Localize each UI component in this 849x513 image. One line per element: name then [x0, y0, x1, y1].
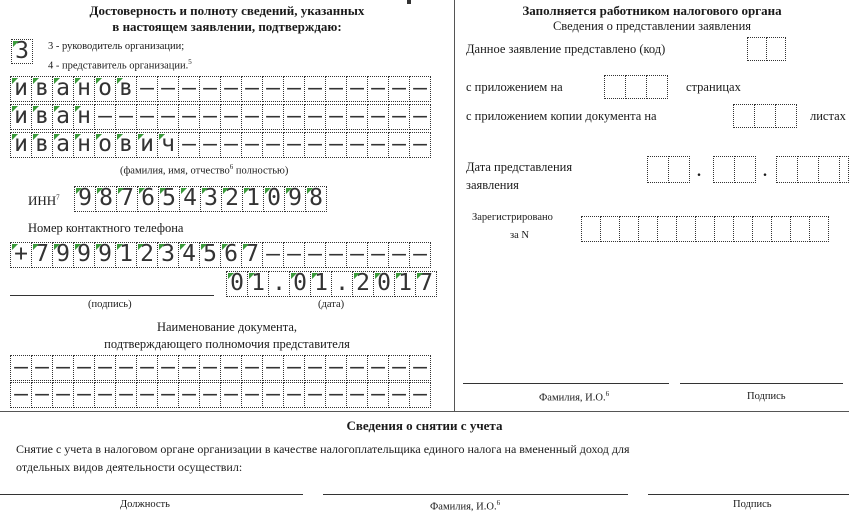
- right-fio-caption: Фамилия, И.О.$^6$: [539, 390, 610, 404]
- copies-label: с приложением копии документа на: [466, 109, 657, 123]
- doc1-cell[interactable]: –: [52, 355, 74, 381]
- phone-cell[interactable]: –: [262, 242, 284, 268]
- year-cell-4[interactable]: [839, 156, 849, 183]
- inn-cell[interactable]: 2: [221, 186, 243, 212]
- surname-cell[interactable]: –: [178, 76, 200, 102]
- date-cell[interactable]: 0: [289, 271, 311, 297]
- submitted-code-label: Данное заявление представлено (код): [466, 42, 666, 56]
- surname-cell[interactable]: в: [31, 76, 53, 102]
- doc2-cell[interactable]: –: [199, 382, 221, 408]
- surname-cell[interactable]: –: [388, 76, 410, 102]
- option-4-text: 4 - представитель организации.$^5$: [48, 58, 192, 72]
- inn-cell[interactable]: 7: [116, 186, 138, 212]
- pages-cell-1[interactable]: [604, 75, 626, 99]
- inn-cell[interactable]: 4: [179, 186, 201, 212]
- phone-cell[interactable]: 7: [241, 242, 263, 268]
- doc2-cell[interactable]: –: [10, 382, 32, 408]
- inn-field[interactable]: [74, 186, 326, 212]
- doc1-cell[interactable]: –: [10, 355, 32, 381]
- pages-cell-2[interactable]: [625, 75, 647, 99]
- date-label-line2: заявления: [466, 178, 519, 192]
- bottom-text-line1: Снятие с учета в налоговом органе организации в качестве налогоплательщика единого налога на вмененный доход для: [16, 442, 630, 456]
- name-cell[interactable]: –: [220, 104, 242, 130]
- bottom-sign-caption: Подпись: [733, 499, 772, 510]
- date-dot-2: .: [763, 163, 767, 180]
- phone-cell[interactable]: 9: [52, 242, 74, 268]
- date-cell[interactable]: 2: [352, 271, 374, 297]
- registration-number-cell[interactable]: [752, 216, 772, 242]
- doc1-cell[interactable]: –: [325, 355, 347, 381]
- doc1-cell[interactable]: –: [199, 355, 221, 381]
- date-cell[interactable]: 0: [373, 271, 395, 297]
- signer-code-box[interactable]: [11, 39, 32, 64]
- doc1-cell[interactable]: –: [115, 355, 137, 381]
- right-sign-caption: Подпись: [747, 391, 786, 402]
- registration-number-cell[interactable]: [695, 216, 715, 242]
- patronymic-cell[interactable]: –: [325, 132, 347, 158]
- position-line: [0, 494, 303, 495]
- doc1-cell[interactable]: –: [283, 355, 305, 381]
- doc-title-line1: Наименование документа,: [156, 320, 298, 334]
- inn-cell[interactable]: 0: [263, 186, 285, 212]
- doc2-cell[interactable]: –: [325, 382, 347, 408]
- right-sign-line: [680, 383, 843, 384]
- phone-cell[interactable]: 2: [136, 242, 158, 268]
- doc2-cell[interactable]: –: [178, 382, 200, 408]
- day-cell-1[interactable]: [647, 156, 669, 183]
- surname-cell[interactable]: –: [136, 76, 158, 102]
- phone-cell[interactable]: –: [367, 242, 389, 268]
- patronymic-cell[interactable]: –: [241, 132, 263, 158]
- registration-number-cell[interactable]: [714, 216, 734, 242]
- doc1-cell[interactable]: –: [241, 355, 263, 381]
- phone-cell[interactable]: +: [10, 242, 32, 268]
- sheets-cell-1[interactable]: [733, 104, 755, 128]
- doc1-cell[interactable]: –: [367, 355, 389, 381]
- doc1-cell[interactable]: –: [31, 355, 53, 381]
- doc1-cell[interactable]: –: [157, 355, 179, 381]
- doc1-cell[interactable]: –: [94, 355, 116, 381]
- year-cell-3[interactable]: [818, 156, 840, 183]
- phone-cell[interactable]: –: [346, 242, 368, 268]
- surname-cell[interactable]: –: [367, 76, 389, 102]
- surname-cell[interactable]: –: [220, 76, 242, 102]
- doc2-cell[interactable]: –: [73, 382, 95, 408]
- year-cell-2[interactable]: [797, 156, 819, 183]
- name-cell[interactable]: –: [178, 104, 200, 130]
- surname-cell[interactable]: –: [325, 76, 347, 102]
- position-caption: Должность: [120, 499, 170, 510]
- doc2-cell[interactable]: –: [157, 382, 179, 408]
- surname-cell[interactable]: а: [52, 76, 74, 102]
- name-field[interactable]: [10, 104, 430, 130]
- doc1-cell[interactable]: –: [346, 355, 368, 381]
- doc1-cell[interactable]: –: [262, 355, 284, 381]
- registered-label-line2: за N: [510, 230, 530, 241]
- option-3-text: 3 - руководитель организации;: [48, 41, 185, 52]
- name-cell[interactable]: –: [157, 104, 179, 130]
- patronymic-cell[interactable]: а: [52, 132, 74, 158]
- surname-cell[interactable]: –: [241, 76, 263, 102]
- month-cell-2[interactable]: [734, 156, 756, 183]
- sheets-cell-3[interactable]: [775, 104, 797, 128]
- date-caption: (дата): [318, 299, 345, 310]
- phone-cell[interactable]: 5: [199, 242, 221, 268]
- doc1-cell[interactable]: –: [73, 355, 95, 381]
- surname-cell[interactable]: –: [157, 76, 179, 102]
- patronymic-cell[interactable]: –: [388, 132, 410, 158]
- inn-cell[interactable]: 3: [200, 186, 222, 212]
- name-cell[interactable]: –: [409, 104, 431, 130]
- patronymic-cell[interactable]: н: [73, 132, 95, 158]
- patronymic-cell[interactable]: в: [31, 132, 53, 158]
- surname-cell[interactable]: –: [262, 76, 284, 102]
- name-cell[interactable]: –: [367, 104, 389, 130]
- sheets-label: листах: [810, 109, 846, 123]
- registration-number-cell[interactable]: [809, 216, 829, 242]
- date-cell[interactable]: .: [268, 271, 290, 297]
- surname-cell[interactable]: н: [73, 76, 95, 102]
- phone-cell[interactable]: 4: [178, 242, 200, 268]
- doc2-cell[interactable]: –: [115, 382, 137, 408]
- surname-field[interactable]: [10, 76, 430, 102]
- patronymic-cell[interactable]: и: [10, 132, 32, 158]
- registered-label-line1: Зарегистрировано: [472, 212, 553, 223]
- inn-cell[interactable]: 5: [158, 186, 180, 212]
- date-dot-1: .: [697, 163, 701, 180]
- patronymic-cell[interactable]: –: [346, 132, 368, 158]
- doc2-cell[interactable]: –: [31, 382, 53, 408]
- phone-cell[interactable]: 1: [115, 242, 137, 268]
- doc2-cell[interactable]: –: [388, 382, 410, 408]
- date-cell[interactable]: 0: [226, 271, 248, 297]
- patronymic-cell[interactable]: –: [304, 132, 326, 158]
- right-subtitle: Сведения о представлении заявления: [552, 19, 752, 33]
- inn-cell[interactable]: 9: [284, 186, 306, 212]
- registration-number-cell[interactable]: [619, 216, 639, 242]
- inn-cell[interactable]: 8: [305, 186, 327, 212]
- left-title-line2: в настоящем заявлении, подтверждаю:: [112, 19, 342, 34]
- registration-number-cell[interactable]: [600, 216, 620, 242]
- month-cell-1[interactable]: [713, 156, 735, 183]
- doc2-cell[interactable]: –: [136, 382, 158, 408]
- name-cell[interactable]: –: [325, 104, 347, 130]
- name-cell[interactable]: –: [304, 104, 326, 130]
- bottom-sign-line: [648, 494, 849, 495]
- pages-label: страницах: [686, 80, 741, 94]
- surname-cell[interactable]: –: [199, 76, 221, 102]
- doc2-cell[interactable]: –: [262, 382, 284, 408]
- center-divider: [454, 0, 455, 412]
- phone-cell[interactable]: –: [304, 242, 326, 268]
- doc-title-line2: подтверждающего полномочия представителя: [104, 337, 350, 351]
- phone-cell[interactable]: –: [388, 242, 410, 268]
- inn-cell[interactable]: 1: [242, 186, 264, 212]
- left-title-line1: Достоверность и полноту сведений, указанных: [89, 3, 365, 18]
- pages-cell-3[interactable]: [646, 75, 668, 99]
- name-cell[interactable]: –: [262, 104, 284, 130]
- phone-cell[interactable]: 6: [220, 242, 242, 268]
- document-name-row-2[interactable]: [10, 382, 430, 408]
- surname-cell[interactable]: –: [346, 76, 368, 102]
- name-cell[interactable]: –: [346, 104, 368, 130]
- name-cell[interactable]: –: [241, 104, 263, 130]
- bottom-fio-line: [323, 494, 628, 495]
- name-cell[interactable]: н: [73, 104, 95, 130]
- patronymic-cell[interactable]: –: [199, 132, 221, 158]
- patronymic-cell[interactable]: о: [94, 132, 116, 158]
- name-cell[interactable]: –: [283, 104, 305, 130]
- attachment-label: с приложением на: [466, 80, 563, 94]
- name-cell[interactable]: –: [94, 104, 116, 130]
- patronymic-cell[interactable]: –: [220, 132, 242, 158]
- doc1-cell[interactable]: –: [220, 355, 242, 381]
- right-title: Заполняется работником налогового органа: [522, 3, 782, 18]
- surname-cell[interactable]: о: [94, 76, 116, 102]
- phone-cell[interactable]: –: [325, 242, 347, 268]
- bottom-title: Сведения о снятии с учета: [346, 418, 503, 433]
- doc2-cell[interactable]: –: [304, 382, 326, 408]
- name-cell[interactable]: в: [31, 104, 53, 130]
- surname-cell[interactable]: –: [283, 76, 305, 102]
- registration-number-cell[interactable]: [657, 216, 677, 242]
- patronymic-cell[interactable]: и: [136, 132, 158, 158]
- patronymic-cell[interactable]: –: [178, 132, 200, 158]
- date-cell[interactable]: 7: [415, 271, 437, 297]
- sheets-cell-2[interactable]: [754, 104, 776, 128]
- patronymic-cell[interactable]: ч: [157, 132, 179, 158]
- doc2-cell[interactable]: –: [220, 382, 242, 408]
- surname-cell[interactable]: в: [115, 76, 137, 102]
- year-cell-1[interactable]: [776, 156, 798, 183]
- doc2-cell[interactable]: –: [94, 382, 116, 408]
- submitted-code-cell-1[interactable]: [747, 37, 767, 61]
- signature-caption: (подпись): [88, 299, 132, 310]
- bottom-text-line2: отдельных видов деятельности осуществил:: [16, 460, 243, 474]
- name-cell[interactable]: –: [388, 104, 410, 130]
- patronymic-field[interactable]: [10, 132, 430, 158]
- date-cell[interactable]: 1: [310, 271, 332, 297]
- doc1-cell[interactable]: –: [304, 355, 326, 381]
- doc2-cell[interactable]: –: [52, 382, 74, 408]
- doc2-cell[interactable]: –: [346, 382, 368, 408]
- doc1-cell[interactable]: –: [409, 355, 431, 381]
- document-name-row-1[interactable]: [10, 355, 430, 381]
- name-cell[interactable]: –: [136, 104, 158, 130]
- patronymic-cell[interactable]: в: [115, 132, 137, 158]
- phone-cell[interactable]: –: [283, 242, 305, 268]
- date-cell[interactable]: 1: [394, 271, 416, 297]
- phone-cell[interactable]: 3: [157, 242, 179, 268]
- registration-number-cell[interactable]: [638, 216, 658, 242]
- inn-label: ИНН$^7$: [28, 193, 60, 208]
- patronymic-cell[interactable]: –: [262, 132, 284, 158]
- doc2-cell[interactable]: –: [241, 382, 263, 408]
- inn-cell[interactable]: 6: [137, 186, 159, 212]
- registration-number-cell[interactable]: [790, 216, 810, 242]
- name-cell[interactable]: а: [52, 104, 74, 130]
- patronymic-cell[interactable]: –: [409, 132, 431, 158]
- registration-number-field[interactable]: [581, 216, 828, 242]
- phone-field[interactable]: [10, 242, 430, 268]
- doc2-cell[interactable]: –: [367, 382, 389, 408]
- phone-cell[interactable]: 9: [94, 242, 116, 268]
- date-label-line1: Дата представления: [466, 160, 573, 174]
- doc1-cell[interactable]: –: [178, 355, 200, 381]
- submitted-code-cell-2[interactable]: [766, 37, 786, 61]
- phone-label: Номер контактного телефона: [28, 221, 184, 235]
- right-fio-line: [463, 383, 669, 384]
- signer-code-cell[interactable]: 3: [11, 39, 33, 64]
- date-cell[interactable]: 1: [247, 271, 269, 297]
- date-cell[interactable]: .: [331, 271, 353, 297]
- patronymic-cell[interactable]: –: [283, 132, 305, 158]
- name-cell[interactable]: –: [115, 104, 137, 130]
- surname-cell[interactable]: и: [10, 76, 32, 102]
- bottom-fio-caption: Фамилия, И.О.$^6$: [430, 499, 501, 513]
- surname-cell[interactable]: –: [304, 76, 326, 102]
- doc2-cell[interactable]: –: [409, 382, 431, 408]
- day-cell-2[interactable]: [668, 156, 690, 183]
- surname-cell[interactable]: –: [409, 76, 431, 102]
- doc1-cell[interactable]: –: [388, 355, 410, 381]
- section-divider: [0, 411, 849, 412]
- registration-number-cell[interactable]: [676, 216, 696, 242]
- name-cell[interactable]: и: [10, 104, 32, 130]
- patronymic-cell[interactable]: –: [367, 132, 389, 158]
- date-field[interactable]: [226, 271, 436, 297]
- phone-cell[interactable]: 7: [31, 242, 53, 268]
- doc1-cell[interactable]: –: [136, 355, 158, 381]
- inn-cell[interactable]: 9: [74, 186, 96, 212]
- registration-number-cell[interactable]: [771, 216, 791, 242]
- inn-cell[interactable]: 8: [95, 186, 117, 212]
- registration-number-cell[interactable]: [581, 216, 601, 242]
- name-cell[interactable]: –: [199, 104, 221, 130]
- doc2-cell[interactable]: –: [283, 382, 305, 408]
- phone-cell[interactable]: 9: [73, 242, 95, 268]
- phone-cell[interactable]: –: [409, 242, 431, 268]
- signature-line: [10, 295, 214, 296]
- registration-number-cell[interactable]: [733, 216, 753, 242]
- fio-caption: (фамилия, имя, отчество$^6$ полностью): [120, 163, 289, 177]
